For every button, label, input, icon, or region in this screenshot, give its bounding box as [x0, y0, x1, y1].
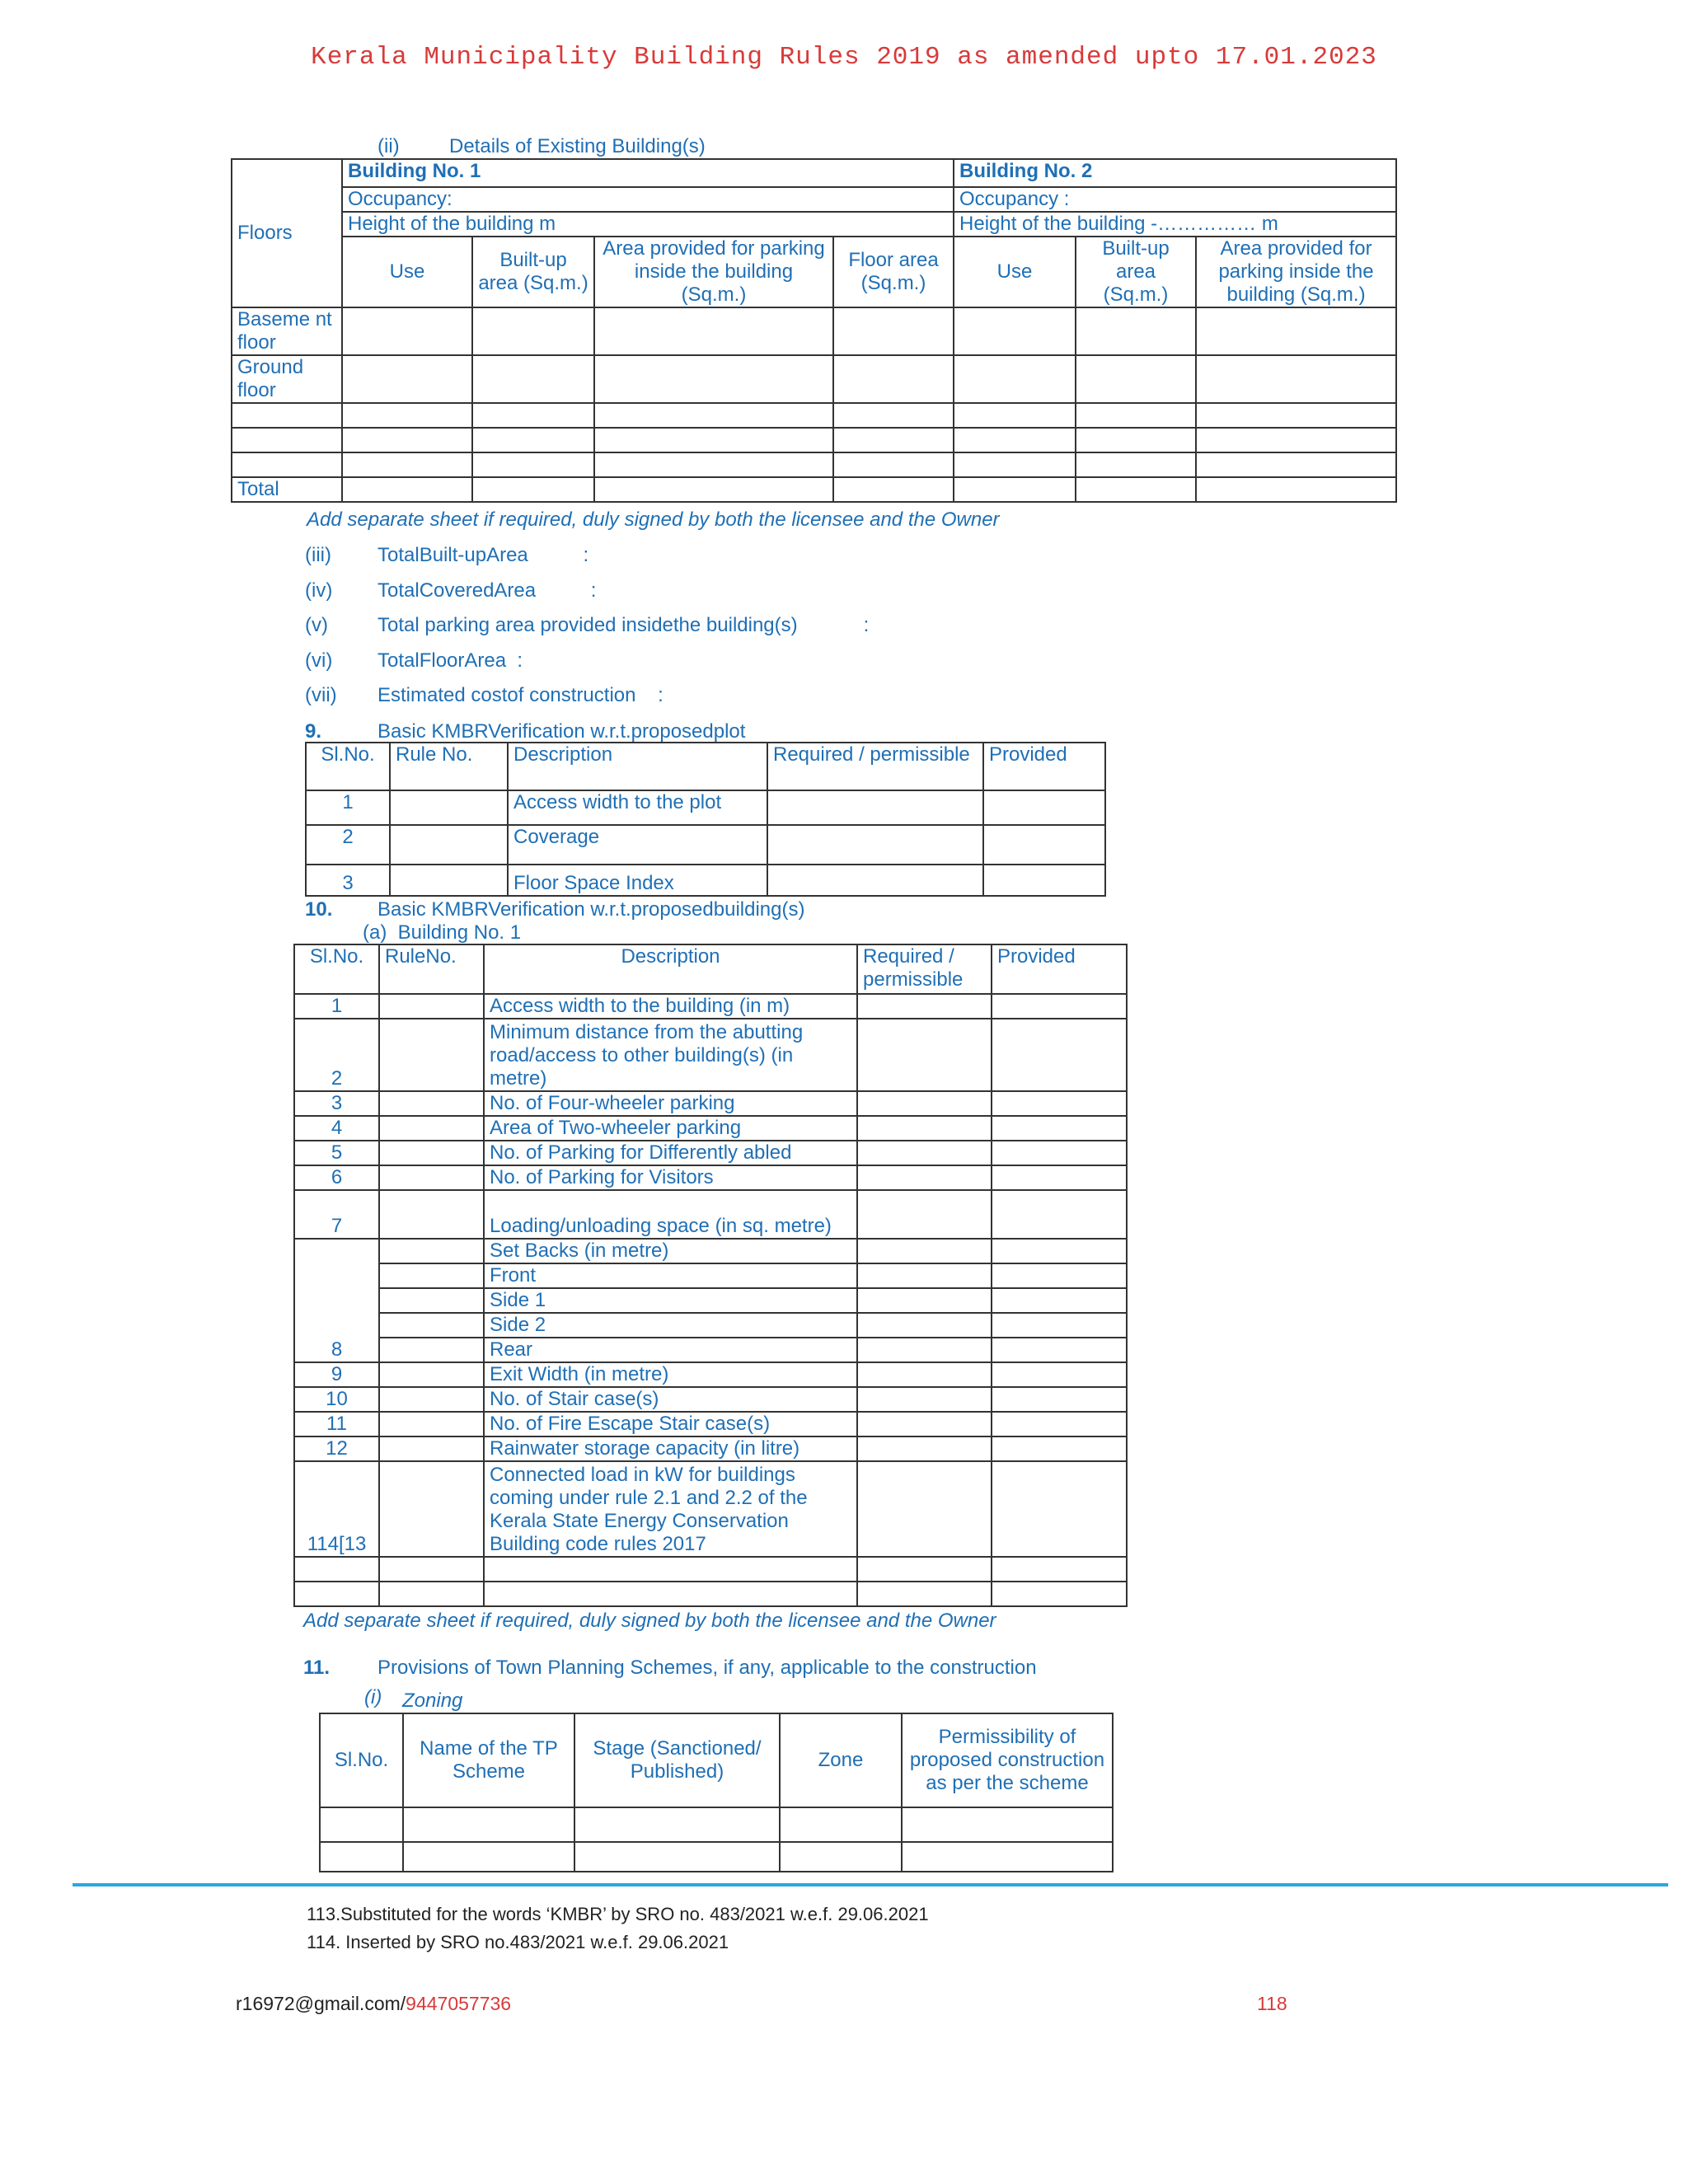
- col-provided: Provided: [983, 743, 1105, 790]
- col-slno: Sl.No.: [306, 743, 390, 790]
- list-item: [305, 684, 1294, 709]
- col-rule: Rule No.: [390, 743, 508, 790]
- list-item: [305, 614, 1294, 639]
- row-description: [484, 1557, 857, 1582]
- row-description: No. of Parking for Visitors: [484, 1165, 857, 1190]
- row-description: Exit Width (in metre): [484, 1362, 857, 1387]
- row-slno: 5: [294, 1141, 379, 1165]
- row-slno: 12: [294, 1436, 379, 1461]
- building-2-height: Height of the building -…………… m: [954, 212, 1396, 237]
- col-parking: Area provided for parking inside the building (Sq.m.): [594, 237, 833, 307]
- list-item: [305, 649, 1294, 674]
- row-description: Area of Two-wheeler parking: [484, 1116, 857, 1141]
- row-slno: 10: [294, 1387, 379, 1412]
- row-description: Side 1: [484, 1288, 857, 1313]
- row-slno: 2: [306, 825, 390, 865]
- table-row: [294, 1239, 1127, 1263]
- footnote-114: 114. Inserted by SRO no.483/2021 w.e.f. 29.06.2021: [307, 1932, 729, 1952]
- table-row: [232, 355, 1396, 403]
- section-10-heading: Basic KMBRVerification w.r.t.proposedbuilding(s): [377, 898, 805, 921]
- table-row: [306, 865, 1105, 896]
- item-number: (vi): [305, 649, 333, 672]
- floors-header: Floors: [232, 159, 342, 307]
- row-description: Side 2: [484, 1313, 857, 1338]
- item-text: TotalCoveredArea :: [377, 579, 597, 602]
- row-slno: 3: [306, 865, 390, 896]
- col-parking: Area provided for parking inside the building (Sq.m.): [1196, 237, 1396, 307]
- tp-scheme-table: [319, 1713, 1114, 1872]
- floor-label: Ground floor: [232, 355, 342, 403]
- list-item: [305, 579, 1294, 604]
- row-description: Access width to the plot: [508, 790, 767, 825]
- floor-label: [232, 452, 342, 477]
- building-verification-table: [293, 944, 1128, 1607]
- section-9-number: 9.: [305, 720, 322, 743]
- row-description: No. of Parking for Differently abled: [484, 1141, 857, 1165]
- building-1-title: Building No. 1: [342, 159, 954, 187]
- item-text: Estimated costof construction :: [377, 684, 663, 706]
- table-row: [294, 1582, 1127, 1606]
- floor-label-total: Total: [232, 477, 342, 502]
- row-slno: 2: [294, 1019, 379, 1091]
- row-description: Coverage: [508, 825, 767, 865]
- row-description: Rear: [484, 1338, 857, 1362]
- row-slno: 1: [294, 994, 379, 1019]
- row-slno: 6: [294, 1165, 379, 1190]
- section-9-heading: Basic KMBRVerification w.r.t.proposedplot: [377, 720, 746, 743]
- table-row: [294, 1141, 1127, 1165]
- footnote-113: 113.Substituted for the words ‘KMBR’ by SRO no. 483/2021 w.e.f. 29.06.2021: [307, 1904, 929, 1924]
- table-row: [294, 1263, 1127, 1288]
- table-row: [294, 1116, 1127, 1141]
- existing-heading-number: (ii): [377, 135, 400, 157]
- col-rule: RuleNo.: [379, 944, 484, 994]
- item-number: (vii): [305, 684, 337, 706]
- existing-heading: Details of Existing Building(s): [449, 135, 706, 157]
- row-description: Connected load in kW for buildings coming under rule 2.1 and 2.2 of the Kerala State Energy Conservation Building code rules 2017: [484, 1461, 857, 1557]
- item-text: TotalFloorArea :: [377, 649, 523, 672]
- row-description: [484, 1582, 857, 1606]
- col-provided: Provided: [992, 944, 1127, 994]
- table-row: [306, 825, 1105, 865]
- table-row: [294, 1019, 1127, 1091]
- table-row: [294, 1412, 1127, 1436]
- table-row: [306, 790, 1105, 825]
- row-description: Access width to the building (in m): [484, 994, 857, 1019]
- section-10-number: 10.: [305, 898, 333, 921]
- row-slno: 114[13: [294, 1461, 379, 1557]
- plot-verification-table: [305, 742, 1106, 897]
- table-row: [294, 1190, 1127, 1239]
- col-description: Description: [508, 743, 767, 790]
- col-description: Description: [484, 944, 857, 994]
- footer-phone: 9447057736: [406, 1993, 512, 2014]
- row-description: Rainwater storage capacity (in litre): [484, 1436, 857, 1461]
- list-item: [305, 544, 1294, 569]
- item-number: (v): [305, 614, 328, 636]
- row-slno: 8: [294, 1239, 379, 1362]
- row-description: No. of Stair case(s): [484, 1387, 857, 1412]
- table-row: [320, 1807, 1113, 1842]
- page-number: 118: [1257, 1993, 1287, 2014]
- table-row: [294, 1557, 1127, 1582]
- table-row: [232, 403, 1396, 428]
- document-header: Kerala Municipality Building Rules 2019 as amended upto 17.01.2023: [311, 43, 1377, 72]
- section-11-subheading: Zoning: [402, 1690, 463, 1712]
- item-text: TotalBuilt-upArea :: [377, 544, 589, 566]
- row-slno: [294, 1582, 379, 1606]
- table-row: [294, 1461, 1127, 1557]
- row-description: No. of Four-wheeler parking: [484, 1091, 857, 1116]
- table-row: [294, 1387, 1127, 1412]
- existing-buildings-table: [231, 158, 1397, 503]
- section-11-heading: Provisions of Town Planning Schemes, if any, applicable to the construction: [377, 1657, 1037, 1679]
- building-2-title: Building No. 2: [954, 159, 1396, 187]
- col-zone: Zone: [780, 1713, 902, 1807]
- building-1-occupancy: Occupancy:: [342, 187, 954, 212]
- col-builtup: Built-up area (Sq.m.): [1076, 237, 1196, 307]
- table-row: [232, 477, 1396, 502]
- table-row: [294, 1436, 1127, 1461]
- col-floor-area: Floor area (Sq.m.): [833, 237, 954, 307]
- building-1-height: Height of the building m: [342, 212, 954, 237]
- row-description: Floor Space Index: [508, 865, 767, 896]
- item-number: (iii): [305, 544, 331, 566]
- floor-label: [232, 403, 342, 428]
- footer-contact: [236, 1993, 511, 2015]
- table-row: [294, 1091, 1127, 1116]
- table-row: [320, 1842, 1113, 1872]
- row-slno: 11: [294, 1412, 379, 1436]
- building-note: Add separate sheet if required, duly signed by both the licensee and the Owner: [303, 1610, 996, 1632]
- col-permissibility: Permissibility of proposed construction as per the scheme: [902, 1713, 1113, 1807]
- col-use: Use: [342, 237, 472, 307]
- row-description: Set Backs (in metre): [484, 1239, 857, 1263]
- table-row: [294, 1165, 1127, 1190]
- row-description: Front: [484, 1263, 857, 1288]
- footnote-separator: [73, 1883, 1668, 1886]
- col-builtup: Built-up area (Sq.m.): [472, 237, 594, 307]
- col-use: Use: [954, 237, 1076, 307]
- row-slno: 9: [294, 1362, 379, 1387]
- col-required: Required / permissible: [767, 743, 983, 790]
- existing-note: Add separate sheet if required, duly signed by both the licensee and the Owner: [307, 509, 1000, 531]
- floor-label: [232, 428, 342, 452]
- col-slno: Sl.No.: [320, 1713, 403, 1807]
- table-row: [232, 307, 1396, 355]
- item-text: Total parking area provided insidethe building(s) :: [377, 614, 870, 636]
- row-description: No. of Fire Escape Stair case(s): [484, 1412, 857, 1436]
- row-slno: 4: [294, 1116, 379, 1141]
- col-required: Required / permissible: [857, 944, 992, 994]
- table-row: [294, 1313, 1127, 1338]
- table-row: [232, 428, 1396, 452]
- building-2-occupancy: Occupancy :: [954, 187, 1396, 212]
- footer-email: r16972@gmail.com/: [236, 1993, 406, 2014]
- item-number: (iv): [305, 579, 333, 602]
- table-row: [232, 452, 1396, 477]
- section-10-subheading: (a) Building No. 1: [363, 921, 522, 944]
- section-11-number: 11.: [303, 1657, 331, 1679]
- row-slno: [294, 1557, 379, 1582]
- col-stage: Stage (Sanctioned/ Published): [574, 1713, 780, 1807]
- row-slno: 3: [294, 1091, 379, 1116]
- floor-label: Baseme nt floor: [232, 307, 342, 355]
- table-row: [294, 994, 1127, 1019]
- row-description: Minimum distance from the abutting road/access to other building(s) (in metre): [484, 1019, 857, 1091]
- row-description: Loading/unloading space (in sq. metre): [484, 1190, 857, 1239]
- section-11-sub-number: (i): [364, 1686, 382, 1708]
- table-row: [294, 1288, 1127, 1313]
- row-slno: 1: [306, 790, 390, 825]
- table-row: [294, 1362, 1127, 1387]
- col-tp-scheme: Name of the TP Scheme: [403, 1713, 574, 1807]
- row-slno: 7: [294, 1190, 379, 1239]
- table-row: [294, 1338, 1127, 1362]
- col-slno: Sl.No.: [294, 944, 379, 994]
